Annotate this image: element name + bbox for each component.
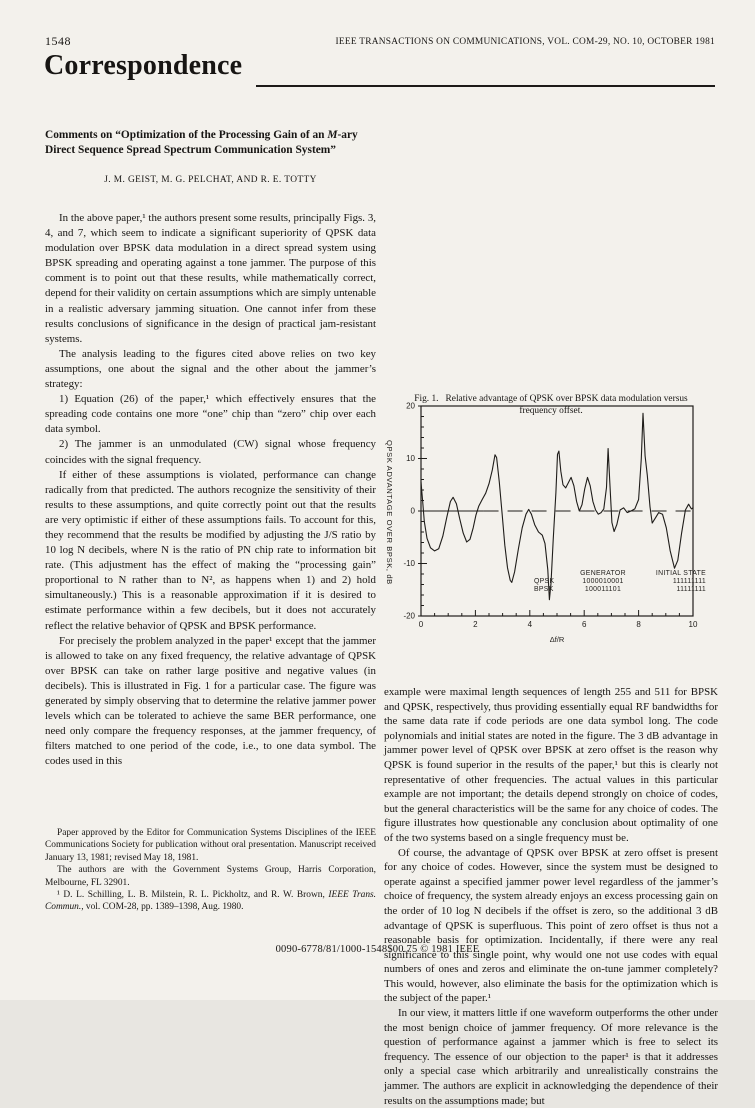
figure-1 [384,393,718,685]
svg-text:20: 20 [406,401,415,411]
paragraph: For precisely the problem analyzed in the paper¹ except that the jammer is allowed to take on any fixed frequency, the relative advantage of QPSK over BPSK can take on rather large positive and negative values (in decibels). This is illustrated in Fig. 1 for a particular case. The figure was generated by simply observing that to determine the relative jammer power levels which can be tolerated to achieve the same BER performance, one need only compare the frequency responses, at the jammer frequency, of filters matched to one period of the code, i.e., to one data symbol. The codes used in this [45,634,376,768]
paragraph: 1) Equation (26) of the paper,¹ which effectively ensures that the spreading code contains one more “one” chip than “zero” chip over each data symbol. [45,393,376,436]
legend-header-generator: GENERATOR [580,570,626,577]
svg-text:-20: -20 [403,611,415,621]
legend-row-bpsk-generator: 100011101 [584,586,622,593]
svg-text:10: 10 [406,454,415,463]
paragraph: If either of these assumptions is violated, performance can change radically from that predicted. The authors recognize the sensitivity of their results to these assumptions, and quite correctly point out that the results are very optimistic if either of these assumptions fails. To account for this, they recommend that the results be modified by adjusting the J/S ratio by 10 log N decibels, where N is the ratio of PN chip rate to information bit rate. (This adjustment has the effect of making the “processing gain” proportional to N rather than to N², as happens when 1) and 2) hold simultaneously.) This is a reasonable approximation if it is desired to estimate performance within a few decibels, but it does not accurately reflect the relative behavior of QPSK and BPSK performance. [45,468,376,632]
author-line: J. M. GEIST, M. G. PELCHAT, AND R. E. TOTTY [104,175,317,185]
legend-row-qpsk-name: QPSK [534,578,555,585]
svg-text:0: 0 [410,506,415,516]
footnote-reference [45,889,376,914]
figure-caption-text: Relative advantage of QPSK over BPSK data modulation versus frequency offset. [445,394,688,416]
svg-text:4: 4 [527,620,533,629]
paragraph: Of course, the advantage of QPSK over BPSK at zero offset is present for any choice of codes. However, since the system must be designed to operate against a specified jammer power level regardless of the jammer’s choice of frequency, the system already enjoys an excess processing gain on the order of 10 log N decibels if the offset is zero, so the additional 3 dB advantage of QPSK is superfluous. This point of zero offset is thus not a reasonable basis for optimization. Incidentally, if there were any real significance to this single point, why would one not use codes with equal numbers of ones and zeros and eliminate the on-tune jammer completely? This would, however, also eliminate the basis for the optimization which is the subject of the paper.¹ [384,846,718,1005]
line-chart [384,393,718,653]
section-title-rule [256,85,715,87]
reference-post: vol. COM-28, pp. 1389–1398, Aug. 1980. [83,902,244,913]
right-column [384,125,718,1108]
footnote-approval: Paper approved by the Editor for Communication Systems Disciplines of the IEEE Communications Society for publication without oral presentation. Manuscript received January 13, 1981; revised May 18, 1981. [45,828,376,863]
svg-text:10: 10 [688,620,698,629]
reference-journal-italic: IEEE Trans. Commun., [45,890,376,913]
legend-row-qpsk-generator: 1000010001 [582,578,624,585]
paragraph: In the above paper,¹ the authors present some results, principally Figs. 3, 4, and 7, which seem to indicate a significant superiority of QPSK data modulation over BPSK data modulation in a direct spread system using BPSK spreading and operating against a tone jammer. The purpose of this comment is to point out that these results, while mathematically correct, depend for their validity on certain assumptions which are simply untenable in a realistic adversary jamming situation. One cannot infer from these results conclusions of significance in the design of practical jam-resistant systems. [45,212,376,345]
article-title-italic-m: M [327,129,338,141]
journal-header: IEEE TRANSACTIONS ON COMMUNICATIONS, VOL. COM-29, NO. 10, OCTOBER 1981 [335,37,715,47]
article-title-post: -ary Direct Sequence Spread Spectrum Communication System” [45,129,358,156]
legend-row-qpsk-initial-state: 111111111 [672,578,706,585]
left-column [45,128,376,769]
svg-text:6: 6 [581,620,587,629]
paragraph: In our view, it matters little if one waveform outperforms the other under the most benign choice of jammer frequency. Of more relevance is the question of performance against a jammer which is free to select its frequency. The essence of our objection to the paper¹ is that it addresses only a special case which arbitrarily and unrealistically constrains the jammer. The authors are explicit in acknowledging the dependence of their results on the assumptions made; but [384,1007,718,1107]
svg-text:8: 8 [636,620,641,629]
paragraph: 2) The jammer is an unmodulated (CW) signal whose frequency coincides with the signal frequency. [45,438,376,466]
y-axis-label: QPSK ADVANTAGE OVER BPSK, dB [385,439,394,585]
chart-legend [534,570,706,593]
article-title [45,128,376,158]
reference-pre: ¹ D. L. Schilling, L. B. Milstein, R. L. Pickholtz, and R. W. Brown, [57,890,329,901]
legend-spacer [534,570,564,577]
legend-row-bpsk-name: BPSK [534,586,554,593]
svg-text:-10: -10 [403,559,415,568]
svg-text:Δf/R: Δf/R [549,635,565,644]
svg-text:0: 0 [418,620,424,629]
section-title: Correspondence [44,50,243,81]
svg-text:2: 2 [473,620,478,629]
legend-row-bpsk-initial-state: 11111111 [676,586,706,593]
footnote-block [45,827,376,914]
article-title-pre: Comments on “Optimization of the Processing Gain of an [45,129,328,141]
copyright-footer: 0090-6778/81/1000-1548$00.75 © 1981 IEEE [275,944,480,955]
footnote-affiliation: The authors are with the Government Systems Group, Harris Corporation, Melbourne, FL 32901. [45,865,376,888]
paragraph: The analysis leading to the figures cited above relies on two key assumptions, one about the signal and the other about the jammer’s strategy: [45,347,376,391]
legend-header-initial-state: INITIAL STATE [655,570,706,577]
figure-caption-label: Fig. 1. [414,394,439,404]
paragraph: example were maximal length sequences of length 255 and 511 for BPSK and QPSK, respectively, thus providing essentially equal RF bandwidths for the same data rate if code periods are one data symbol long. The code polynomials and initial states are noted in the figure. The 3 dB advantage in jammer power level of QPSK over BPSK at zero offset is the reason why QPSK is found superior in the results of the paper,¹ but this is clearly not representative of other frequencies. The actual values in this particular example are not important; the details depend strongly on choice of codes, but the general characteristics will be the same for any choice of codes. The figure illustrates how questionable any conclusion about optimality of one of the two systems based on a single frequency must be. [384,686,718,844]
page-number: 1548 [45,34,71,48]
